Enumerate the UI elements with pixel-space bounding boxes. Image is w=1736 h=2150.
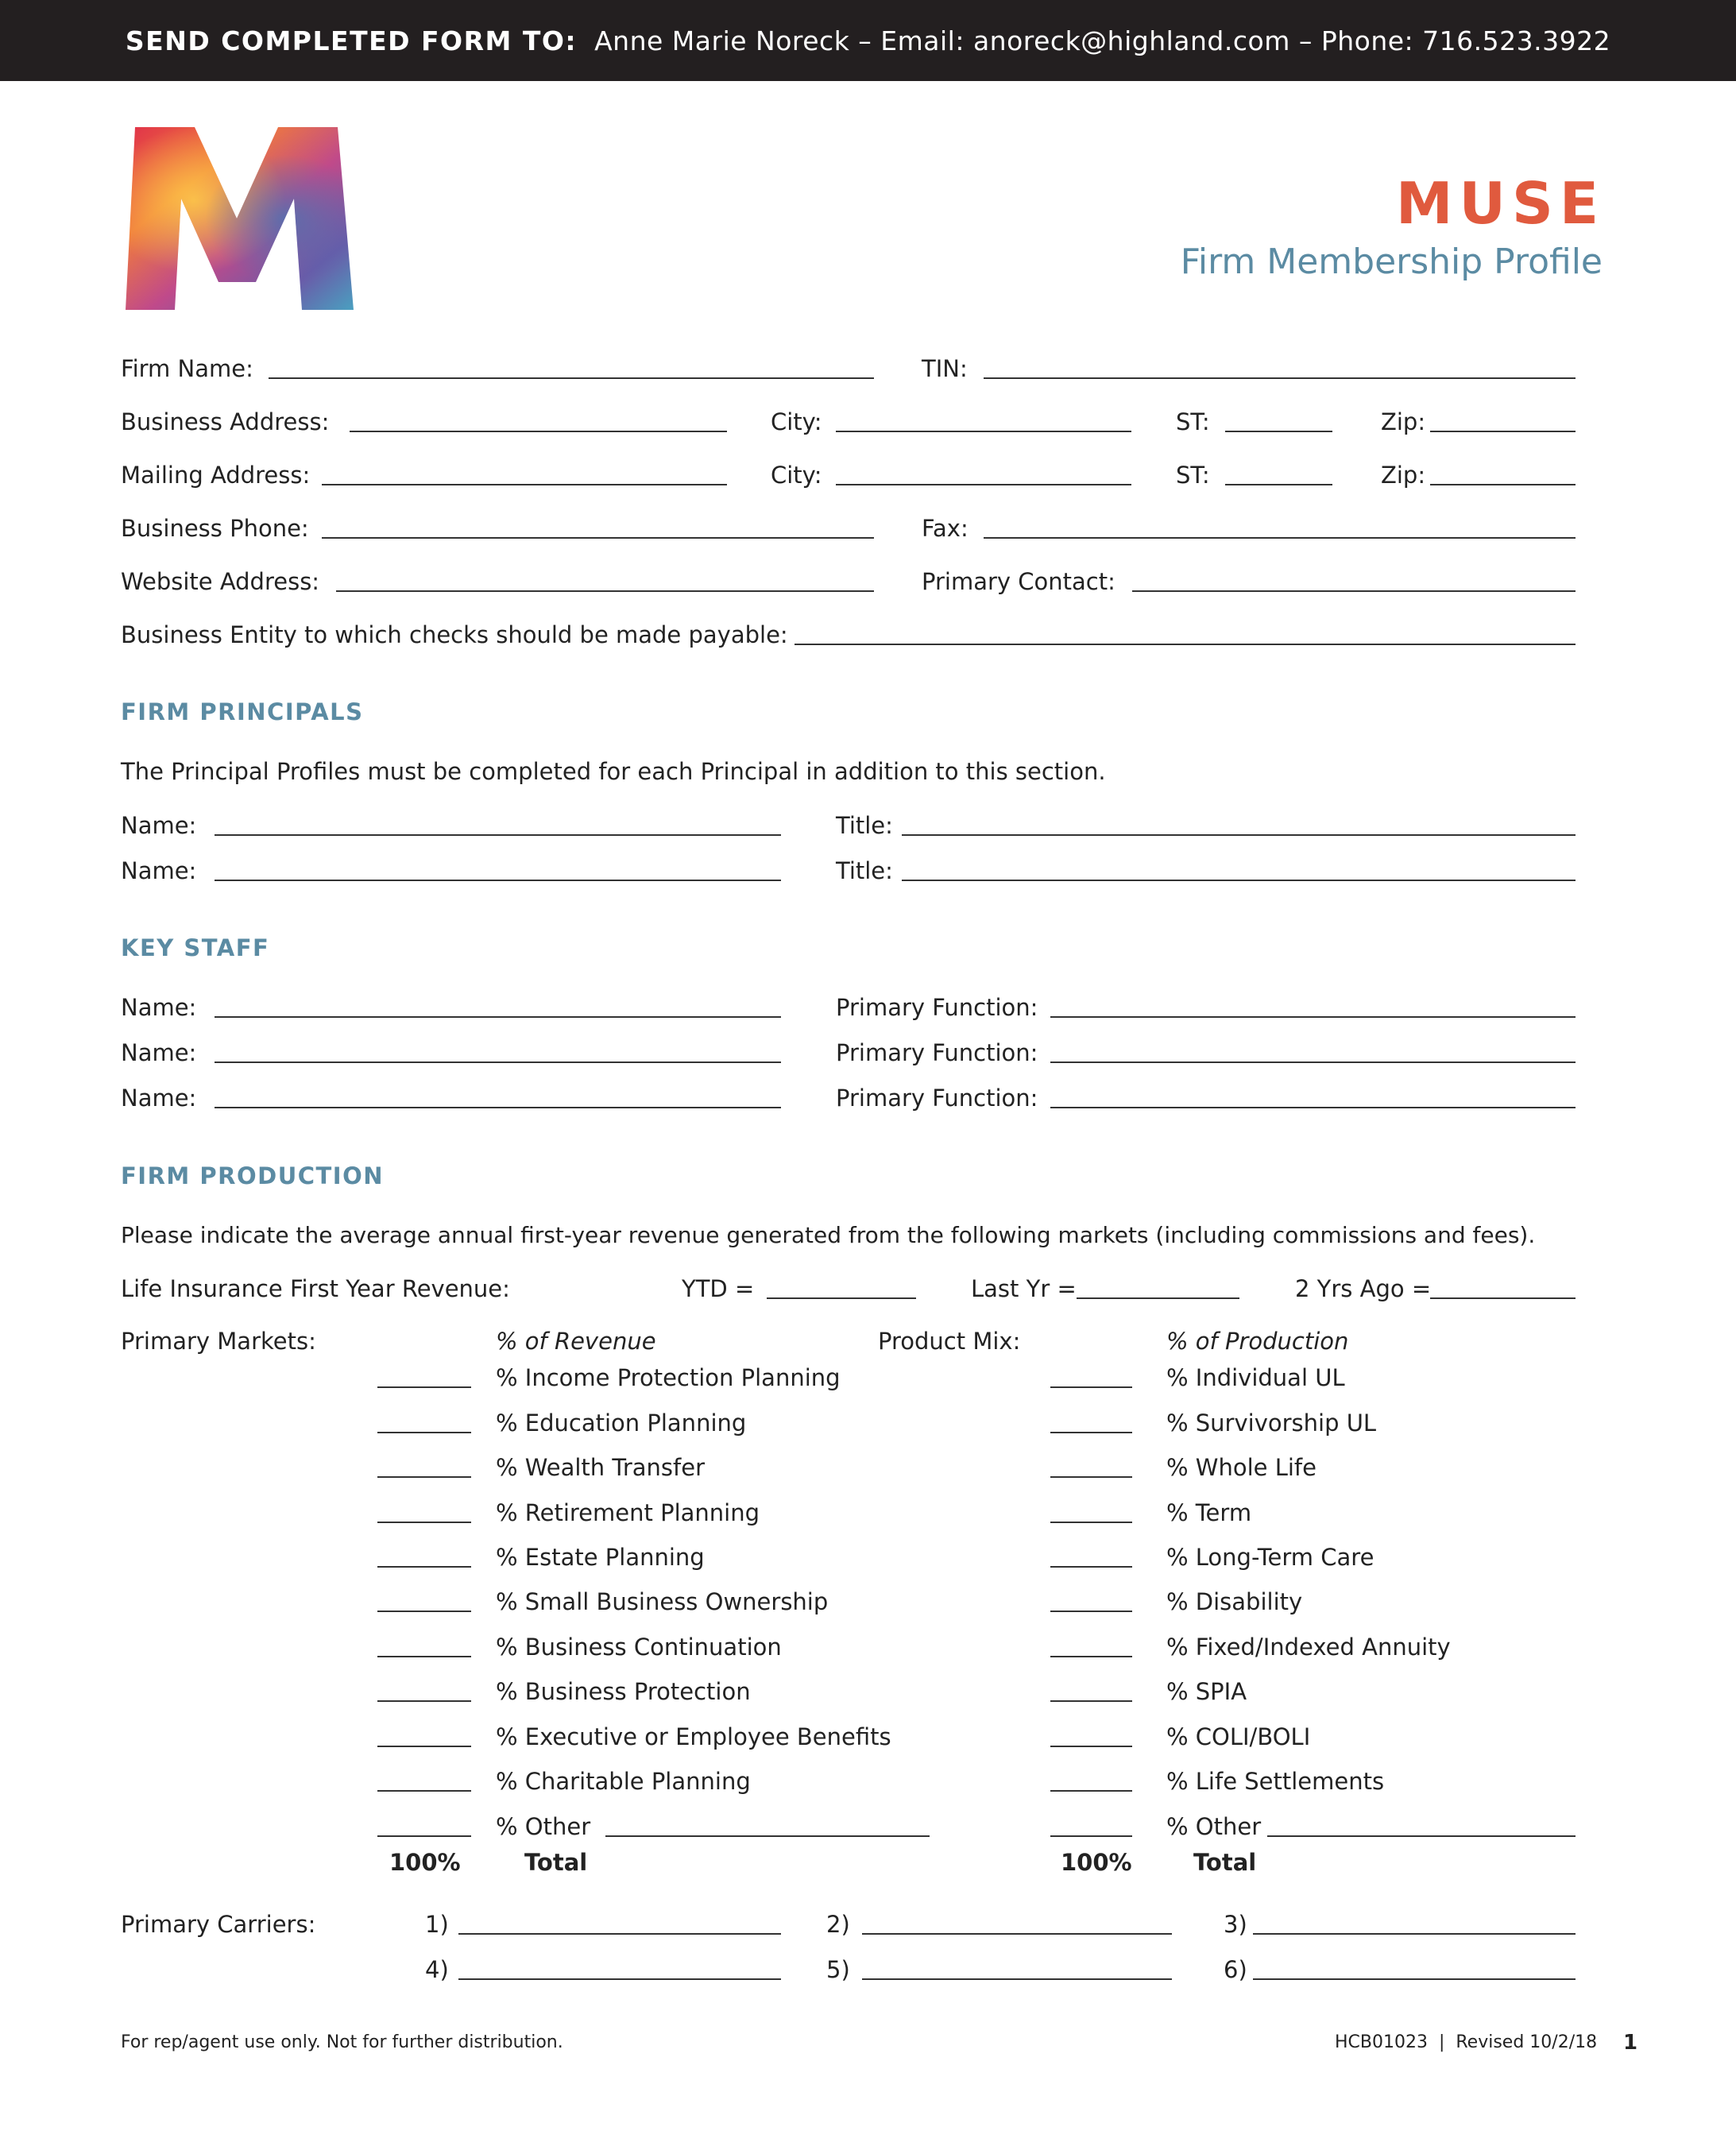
top-banner (0, 0, 1736, 81)
last-yr-field[interactable] (1077, 1297, 1239, 1299)
market-percent-field[interactable] (377, 1386, 471, 1388)
carrier-number: 1) (425, 1911, 449, 1938)
pct-revenue-header: % of Revenue (496, 1328, 656, 1355)
primary-contact-field[interactable] (1132, 590, 1576, 592)
tin-field[interactable] (984, 377, 1576, 379)
carrier-field[interactable] (862, 1933, 1172, 1935)
website-field[interactable] (336, 590, 874, 592)
business-city-field[interactable] (836, 431, 1131, 432)
carrier-number: 6) (1224, 1956, 1247, 1983)
primary-carriers-label: Primary Carriers: (121, 1911, 316, 1938)
product-other-field[interactable] (1267, 1835, 1576, 1837)
market-other-field[interactable] (605, 1835, 930, 1837)
carrier-number: 4) (425, 1956, 449, 1983)
ytd-field[interactable] (767, 1297, 916, 1299)
market-percent-field[interactable] (377, 1835, 471, 1837)
principal-title-field[interactable] (902, 834, 1576, 836)
tin-label: TIN: (922, 355, 968, 382)
market-percent-field[interactable] (377, 1566, 471, 1568)
firm-principals-heading: FIRM PRINCIPALS (121, 698, 364, 725)
life-revenue-label: Life Insurance First Year Revenue: (121, 1275, 510, 1302)
firm-name-label: Firm Name: (121, 355, 253, 382)
market-percent-field[interactable] (377, 1522, 471, 1523)
product-item: % Other (1166, 1813, 1262, 1840)
product-item: % COLI/BOLI (1166, 1723, 1311, 1750)
product-item: % Whole Life (1166, 1454, 1316, 1481)
fax-field[interactable] (984, 537, 1576, 539)
carrier-field[interactable] (1253, 1933, 1576, 1935)
market-item: % Retirement Planning (496, 1499, 760, 1526)
payable-entity-label: Business Entity to which checks should be made payable: (121, 621, 788, 648)
business-st-field[interactable] (1225, 431, 1332, 432)
mailing-city-label: City: (771, 462, 822, 489)
business-address-field[interactable] (350, 431, 727, 432)
market-item: % Estate Planning (496, 1544, 705, 1571)
footer-form-code: HCB01023 | Revised 10/2/18 (1335, 2032, 1598, 2052)
principal-title-label: Title: (836, 812, 893, 839)
carrier-number: 5) (826, 1956, 850, 1983)
fax-label: Fax: (922, 515, 969, 542)
carrier-number: 3) (1224, 1911, 1247, 1938)
product-item: % SPIA (1166, 1678, 1247, 1705)
staff-function-field[interactable] (1050, 1061, 1576, 1063)
market-percent-field[interactable] (377, 1611, 471, 1612)
product-item: % Disability (1166, 1588, 1303, 1615)
footer-disclaimer: For rep/agent use only. Not for further distribution. (121, 2032, 563, 2052)
mailing-address-field[interactable] (322, 484, 727, 485)
staff-name-label: Name: (121, 1039, 197, 1066)
product-item: % Fixed/Indexed Annuity (1166, 1634, 1451, 1661)
product-percent-field[interactable] (1050, 1522, 1132, 1523)
product-percent-field[interactable] (1050, 1835, 1132, 1837)
mailing-zip-label: Zip: (1381, 462, 1426, 489)
staff-name-label: Name: (121, 994, 197, 1021)
staff-function-field[interactable] (1050, 1016, 1576, 1018)
staff-name-field[interactable] (215, 1016, 781, 1018)
business-city-label: City: (771, 408, 822, 435)
principal-name-field[interactable] (215, 834, 781, 836)
market-percent-field[interactable] (377, 1656, 471, 1657)
business-address-label: Business Address: (121, 408, 330, 435)
form-subtitle: Firm Membership Profile (1180, 242, 1603, 282)
banner-label: SEND COMPLETED FORM TO: (125, 25, 578, 56)
market-total-label: Total (524, 1849, 588, 1876)
mailing-st-label: ST: (1176, 462, 1210, 489)
principal-name-label: Name: (121, 857, 197, 884)
product-percent-field[interactable] (1050, 1790, 1132, 1792)
staff-function-label: Primary Function: (836, 994, 1038, 1021)
market-percent-field[interactable] (377, 1476, 471, 1478)
market-item: % Other (496, 1813, 591, 1840)
product-total-label: Total (1193, 1849, 1257, 1876)
carrier-number: 2) (826, 1911, 850, 1938)
production-note: Please indicate the average annual first-year revenue generated from the following markets (including commissions and fees). (121, 1222, 1536, 1248)
staff-name-label: Name: (121, 1085, 197, 1112)
market-item: % Small Business Ownership (496, 1588, 829, 1615)
principal-name-label: Name: (121, 812, 197, 839)
last-yr-label: Last Yr = (971, 1275, 1077, 1302)
product-percent-field[interactable] (1050, 1746, 1132, 1747)
principals-note: The Principal Profiles must be completed for each Principal in addition to this section. (121, 758, 1106, 785)
mailing-zip-field[interactable] (1430, 484, 1576, 485)
product-total-percent: 100% (1061, 1849, 1132, 1876)
muse-logo (119, 123, 358, 314)
mailing-city-field[interactable] (836, 484, 1131, 485)
product-percent-field[interactable] (1050, 1656, 1132, 1657)
primary-contact-label: Primary Contact: (922, 568, 1115, 595)
page-number: 1 (1623, 2031, 1638, 2055)
market-item: % Business Continuation (496, 1634, 782, 1661)
business-st-label: ST: (1176, 408, 1210, 435)
staff-function-label: Primary Function: (836, 1085, 1038, 1112)
staff-name-field[interactable] (215, 1107, 781, 1108)
carrier-field[interactable] (1253, 1978, 1576, 1980)
staff-function-label: Primary Function: (836, 1039, 1038, 1066)
carrier-field[interactable] (862, 1978, 1172, 1980)
firm-name-field[interactable] (269, 377, 874, 379)
principal-title-label: Title: (836, 857, 893, 884)
product-item: % Term (1166, 1499, 1252, 1526)
product-item: % Long-Term Care (1166, 1544, 1374, 1571)
principal-name-field[interactable] (215, 880, 781, 881)
product-item: % Survivorship UL (1166, 1409, 1377, 1437)
product-percent-field[interactable] (1050, 1476, 1132, 1478)
mailing-address-label: Mailing Address: (121, 462, 311, 489)
carrier-field[interactable] (458, 1933, 781, 1935)
staff-name-field[interactable] (215, 1061, 781, 1063)
two-yrs-ago-label: 2 Yrs Ago = (1295, 1275, 1432, 1302)
primary-markets-label: Primary Markets: (121, 1328, 316, 1355)
business-phone-field[interactable] (322, 537, 874, 539)
product-percent-field[interactable] (1050, 1700, 1132, 1702)
principal-title-field[interactable] (902, 880, 1576, 881)
ytd-label: YTD = (682, 1275, 755, 1302)
market-total-percent: 100% (389, 1849, 461, 1876)
banner-contact: Anne Marie Noreck – Email: anoreck@highland.com – Phone: 716.523.3922 (594, 25, 1611, 56)
market-item: % Wealth Transfer (496, 1454, 705, 1481)
business-zip-label: Zip: (1381, 408, 1426, 435)
market-item: % Business Protection (496, 1678, 751, 1705)
product-percent-field[interactable] (1050, 1566, 1132, 1568)
website-label: Website Address: (121, 568, 320, 595)
market-item: % Income Protection Planning (496, 1364, 841, 1391)
market-item: % Education Planning (496, 1409, 747, 1437)
product-percent-field[interactable] (1050, 1432, 1132, 1433)
key-staff-heading: KEY STAFF (121, 934, 270, 961)
mailing-st-field[interactable] (1225, 484, 1332, 485)
market-item: % Charitable Planning (496, 1768, 751, 1795)
market-item: % Executive or Employee Benefits (496, 1723, 891, 1750)
market-percent-field[interactable] (377, 1790, 471, 1792)
market-percent-field[interactable] (377, 1746, 471, 1747)
pct-production-header: % of Production (1166, 1328, 1349, 1355)
business-zip-field[interactable] (1430, 431, 1576, 432)
payable-entity-field[interactable] (795, 644, 1576, 645)
logo-m-icon (119, 123, 358, 314)
two-yrs-ago-field[interactable] (1430, 1297, 1576, 1299)
product-item: % Life Settlements (1166, 1768, 1385, 1795)
market-percent-field[interactable] (377, 1700, 471, 1702)
carrier-field[interactable] (458, 1978, 781, 1980)
market-percent-field[interactable] (377, 1432, 471, 1433)
product-percent-field[interactable] (1050, 1386, 1132, 1388)
product-item: % Individual UL (1166, 1364, 1345, 1391)
firm-production-heading: FIRM PRODUCTION (121, 1162, 385, 1189)
product-mix-label: Product Mix: (878, 1328, 1021, 1355)
staff-function-field[interactable] (1050, 1107, 1576, 1108)
product-percent-field[interactable] (1050, 1611, 1132, 1612)
brand-title: MUSE (1395, 170, 1605, 237)
business-phone-label: Business Phone: (121, 515, 309, 542)
